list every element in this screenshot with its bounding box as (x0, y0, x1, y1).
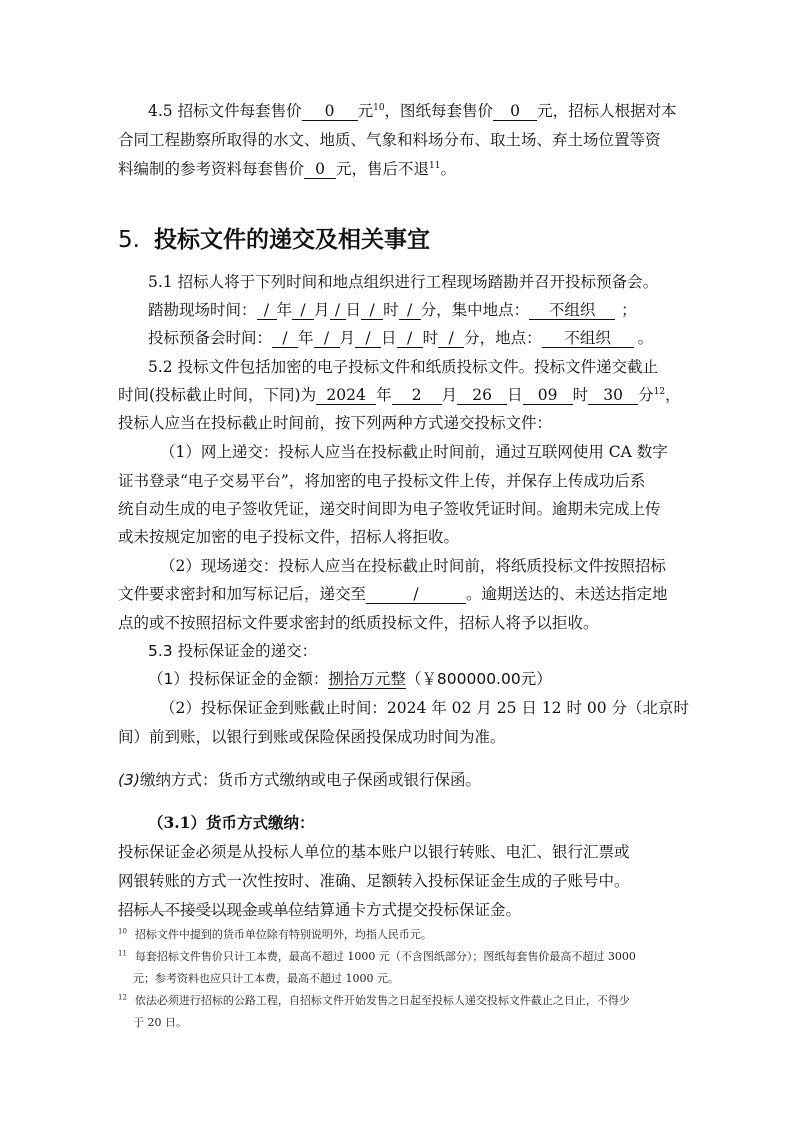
footnote-10 (118, 928, 432, 942)
bond-deadline-line-2: 间）前到账，以银行到账或保险保函投保成功时间为准。 (118, 728, 506, 746)
blank-field: / (355, 330, 381, 348)
site-visit-time-line (148, 300, 637, 320)
text: 月 (339, 329, 356, 347)
deadline-hour-field: 09 (523, 387, 573, 405)
item-number: (3) (118, 771, 140, 789)
deadline-day-field: 26 (457, 387, 507, 405)
text: 。 (440, 160, 456, 178)
section-5-2-line-3: 投标人应当在投标截止时间前，按下列两种方式递交投标文件： (118, 414, 553, 432)
onsite-submission-line-3: 点的或不按照招标文件要求密封的纸质投标文件，招标人将予以拒收。 (118, 614, 599, 632)
footnote-text: 招标文件中提到的货币单位除有特别说明外，均指人民币元。 (134, 928, 432, 941)
cash-payment-line-2: 网银转账的方式一次性按时、准确、足额转入投标保证金生成的子账号中。 (118, 872, 630, 890)
text: 分 (464, 329, 480, 347)
text: 元，招标人根据对本 (537, 102, 677, 120)
text: 日 (381, 329, 397, 347)
deadline-month-field: 2 (392, 387, 442, 405)
text: 年 (298, 329, 314, 347)
text: 缴纳方式：货币方式缴纳或电子保函或银行保函。 (139, 771, 481, 789)
text: （￥800000.00元） (405, 670, 552, 688)
text: 时 (422, 329, 439, 347)
online-submission-line-2: 证书登录“电子交易平台”，将加密的电子投标文件上传，并保存上传成功后系 (118, 472, 646, 490)
text: 月 (441, 386, 458, 404)
footnote-number: 12 (118, 993, 127, 1002)
bond-deadline-line-1: （2）投标保证金到账截止时间：2024 年 02 月 25 日 12 时 00 分（北京时 (160, 699, 690, 717)
cash-payment-line-3: 招标人不接受以现金或单位结算通卡方式提交投标保证金。 (118, 901, 522, 919)
text: 文件要求密封和加写标记后，递交至 (118, 585, 367, 603)
section-4-5-line-2: 合同工程勘察所取得的水文、地质、气象和料场分布、取土场、弃土场位置等资 (118, 131, 661, 149)
text: ，地点： (479, 329, 542, 347)
doc-price-field: 0 (302, 103, 358, 121)
text: 投标预备会时间： (148, 329, 273, 347)
heading-number: 5. (118, 227, 140, 253)
text: 元，售后不退 (336, 160, 430, 178)
gathering-place-field: 不组织 (529, 302, 615, 320)
text: 分 (638, 386, 654, 404)
text: 月 (314, 301, 330, 319)
text: 分 (420, 301, 437, 319)
online-submission-line-3: 统自动生成的电子签收凭证，递交时间即为电子签收凭证时间。逾期未完成上传 (118, 500, 661, 518)
bond-amount-value: 捌拾万元整 (328, 670, 406, 688)
text: 料编制的参考资料每套售价 (118, 160, 305, 178)
section-4-5-line-1 (148, 101, 677, 121)
drawing-price-field: 0 (493, 103, 537, 121)
bid-bond-amount-line (148, 669, 552, 689)
text: ，图纸每套售价 (384, 102, 494, 120)
text: （1）投标保证金的金额： (148, 670, 329, 688)
text: 元 (357, 102, 374, 120)
heading-text: 投标文件的递交及相关事宜 (153, 227, 430, 253)
text: 日 (507, 386, 523, 404)
cash-payment-line-1: 投标保证金必须是从投标人单位的基本账户以银行转账、电汇、银行汇票或 (118, 843, 630, 861)
blank-field: / (272, 330, 298, 348)
footnote-divider (118, 911, 313, 912)
text: 日 (345, 301, 362, 319)
footnote-ref-11[interactable]: 11 (429, 160, 441, 171)
section-4-5-line-3 (118, 159, 456, 179)
text: 年 (376, 386, 392, 404)
footnote-number: 10 (118, 927, 127, 936)
blank-field: / (361, 302, 383, 320)
footnote-ref-12[interactable]: 12 (653, 386, 666, 397)
footnote-text: 依法必须进行招标的公路工程，自招标文件开始发售之日起至投标人递交投标文件截止之日止，不得少 (134, 994, 630, 1007)
text: ； (621, 301, 637, 319)
payment-method-line (118, 770, 481, 790)
footnote-12 (118, 994, 630, 1008)
text: 踏勘现场时间： (148, 301, 257, 319)
blank-field: / (257, 302, 277, 320)
pre-bid-meeting-time-line (148, 328, 653, 348)
footnote-11-cont: 元；参考资料也应只计工本费，最高不超过 1000 元。 (133, 972, 399, 985)
footnote-11 (118, 950, 636, 964)
text: 4.5 招标文件每套售价 (148, 102, 302, 120)
blank-field: / (292, 302, 314, 320)
online-submission-line-4: 或未按规定加密的电子投标文件，招标人将拒收。 (118, 528, 460, 546)
text: 时 (383, 301, 399, 319)
text: 。 (637, 329, 654, 347)
text: ， (665, 386, 681, 404)
meeting-place-field: 不组织 (542, 330, 634, 348)
footnote-ref-10[interactable]: 10 (373, 102, 385, 113)
section-5-3-title: 5.3 投标保证金的递交： (148, 642, 318, 660)
blank-field: / (397, 330, 423, 348)
section-5-2-line-1: 5.2 投标文件包括加密的电子投标文件和纸质投标文件。投标文件递交截止 (148, 358, 659, 376)
blank-field: / (438, 330, 464, 348)
blank-field: / (330, 302, 346, 320)
deadline-year-field: 2024 (316, 387, 376, 405)
delivery-location-field: / (366, 586, 466, 604)
text: 时 (572, 386, 589, 404)
footnote-12-cont: 于 20 日。 (133, 1016, 187, 1029)
cash-payment-title: （3.1）货币方式缴纳： (148, 813, 315, 832)
online-submission-line-1: （1）网上递交：投标人应当在投标截止时间前，通过互联网使用 CA 数字 (160, 443, 668, 461)
blank-field: / (314, 330, 340, 348)
section-5-heading (118, 225, 430, 255)
ref-price-field: 0 (304, 161, 336, 179)
footnote-number: 11 (118, 949, 127, 958)
footnote-text: 每套招标文件售价只计工本费，最高不超过 1000 元（不含图纸部分）；图纸每套售价最高不超过 3000 (134, 950, 636, 963)
bid-deadline-line (118, 385, 681, 405)
text: ，集中地点： (436, 301, 530, 319)
text: 。逾期送达的、未送达指定地 (466, 585, 668, 603)
section-5-1-line-1: 5.1 招标人将于下列时间和地点组织进行工程现场踏勘并召开投标预备会。 (148, 273, 659, 291)
blank-field: / (399, 302, 421, 320)
onsite-submission-line-1: （2）现场递交：投标人应当在投标截止时间前，将纸质投标文件按照招标 (160, 557, 666, 575)
text: 年 (276, 301, 293, 319)
deadline-minute-field: 30 (588, 387, 638, 405)
text: 时间(投标截止时间，下同)为 (118, 386, 317, 404)
onsite-submission-line-2 (118, 584, 668, 604)
